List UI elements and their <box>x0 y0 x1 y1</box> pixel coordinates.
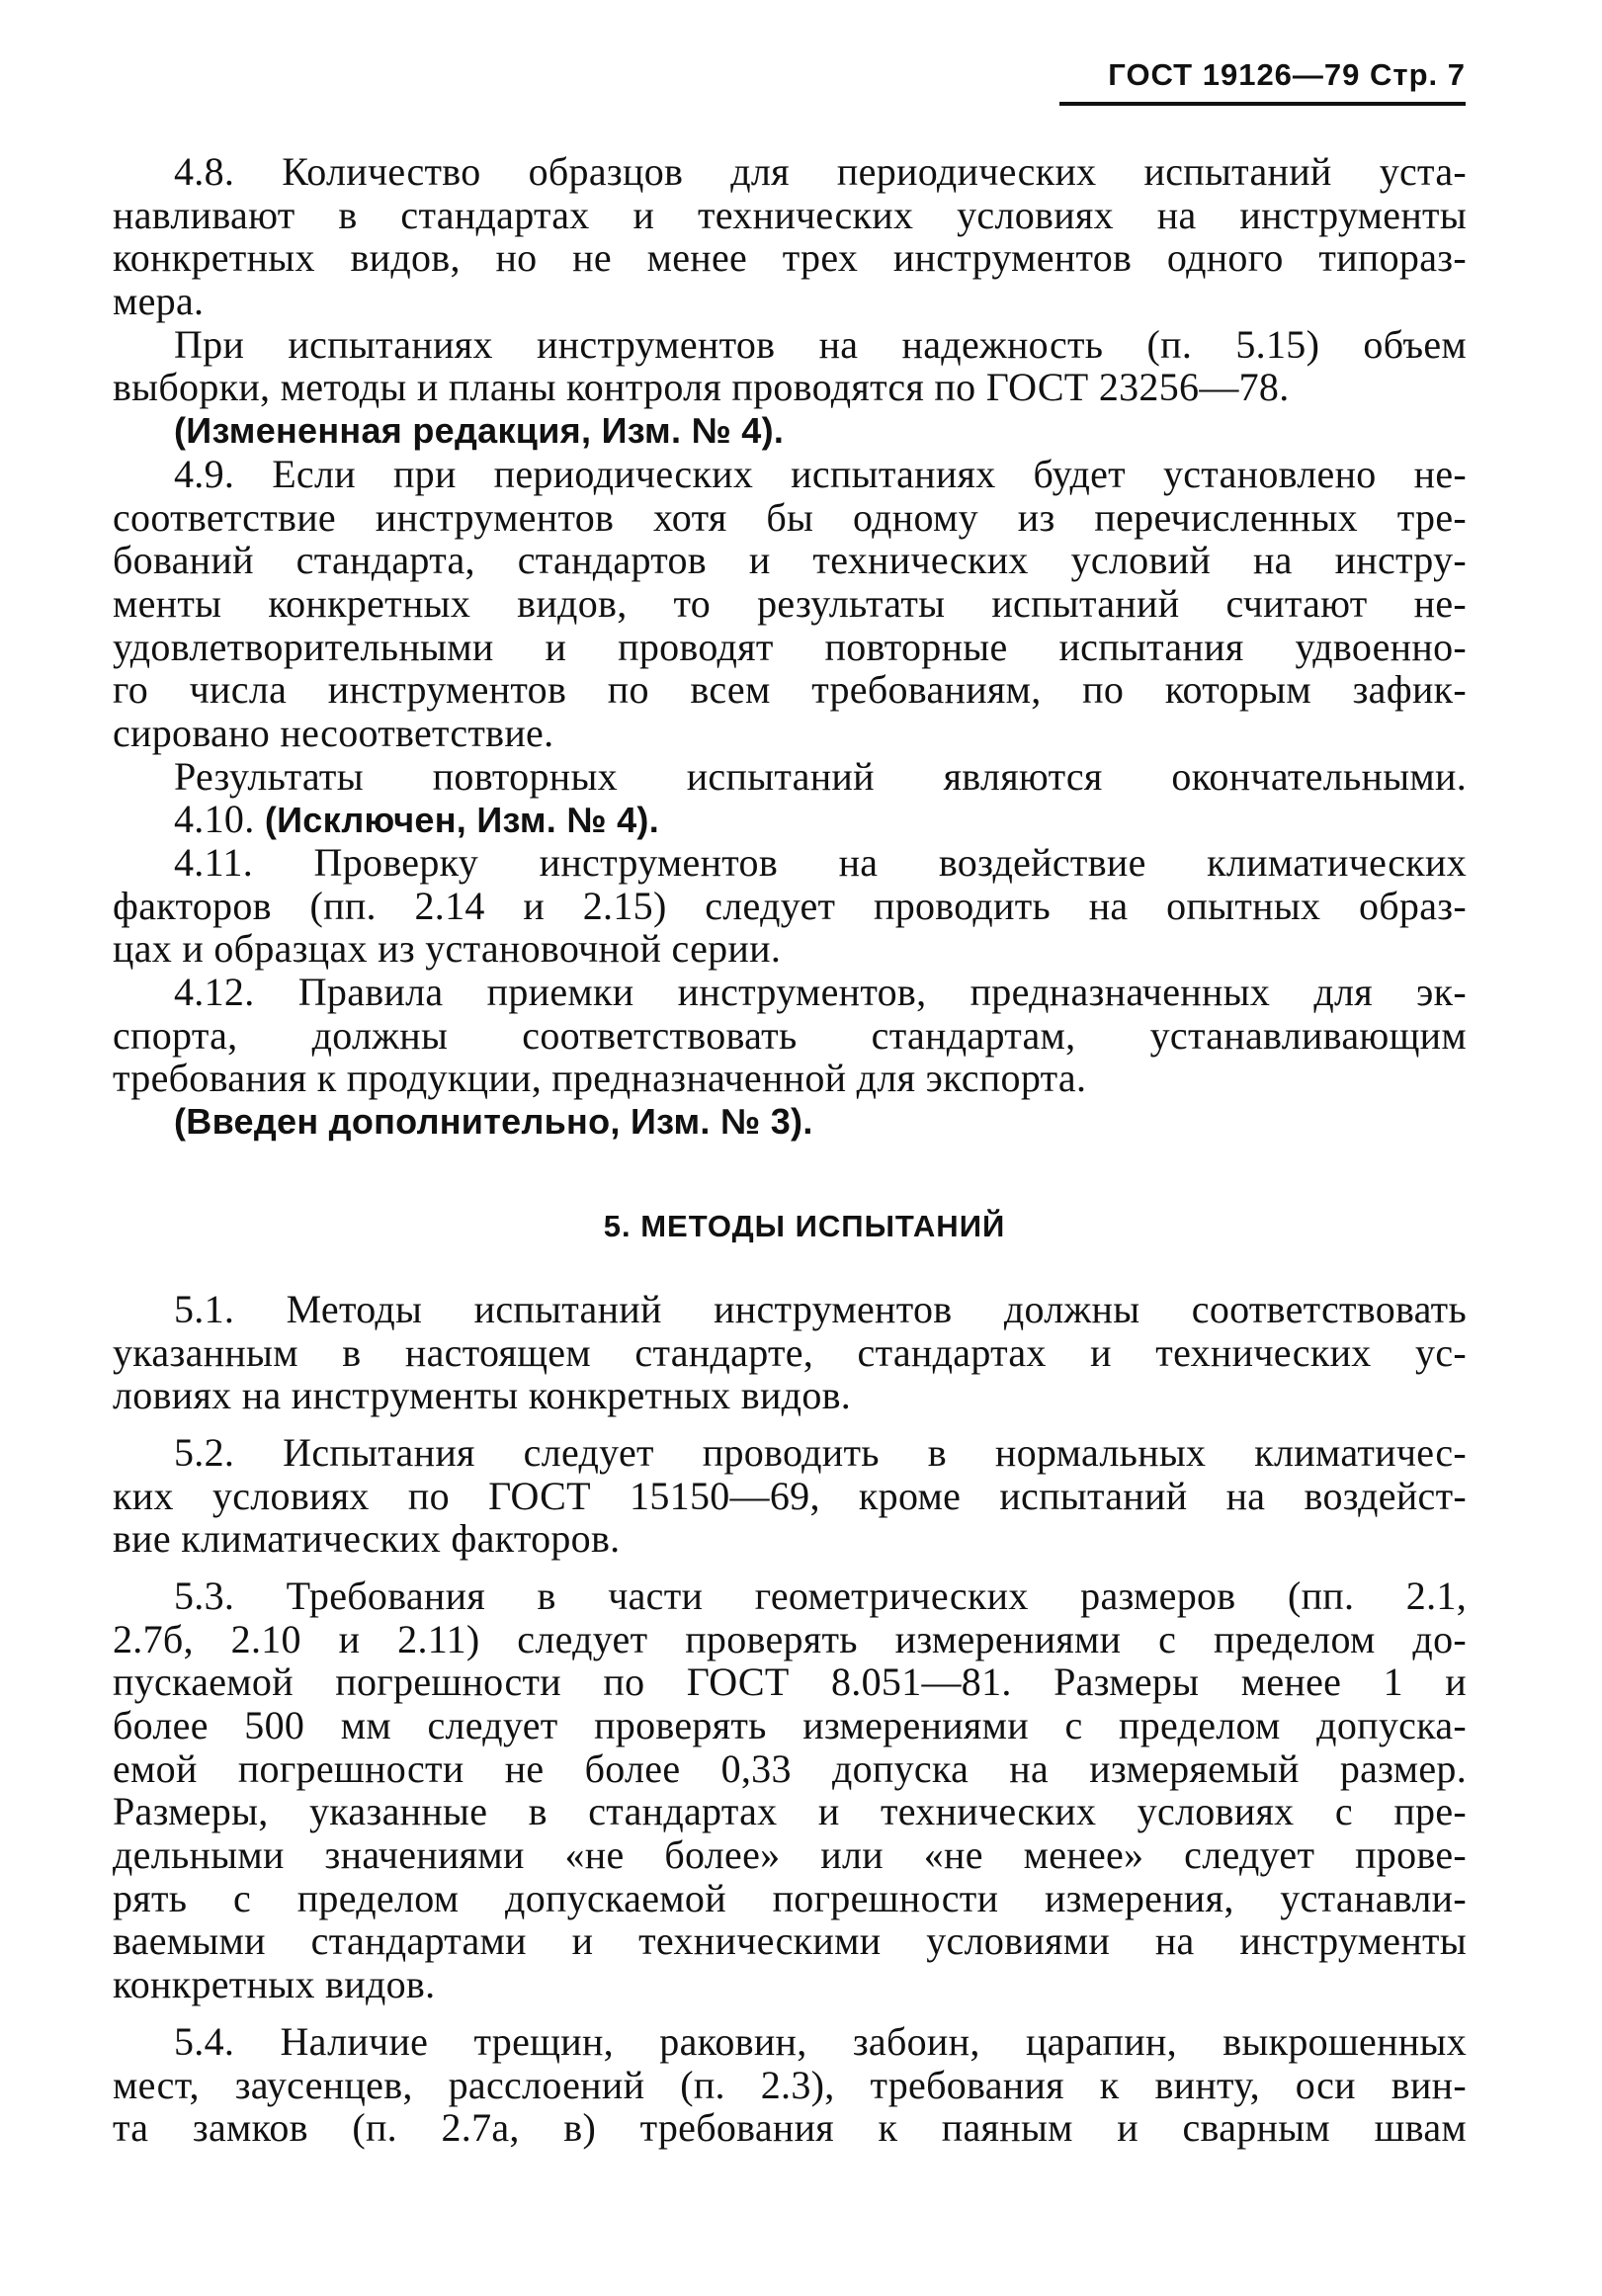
paragraph-4-10-number: 4.10. <box>174 797 255 842</box>
paragraph-gap <box>113 1561 1467 1574</box>
paragraph-4-9-line: 4.9. Если при периодических испытаниях будет установлено не- <box>174 451 1467 496</box>
paragraph-4-11-line: цах и образцах из установочной серии. <box>113 926 782 972</box>
paragraph-5-2-line: ких условиях по ГОСТ 15150—69, кроме испытаний на воздейст- <box>113 1473 1467 1518</box>
paragraph-5-3-line: более 500 мм следует проверять измерениями с пределом допуска- <box>113 1703 1467 1747</box>
amendment-note-4-10: (Исключен, Изм. № 4). <box>264 800 660 841</box>
paragraph-5-1-line: 5.1. Методы испытаний инструментов должны соответствовать <box>174 1286 1467 1331</box>
paragraph-4-12-line: требования к продукции, предназначенной для экспорта. <box>113 1056 1087 1101</box>
paragraph-5-3-line: 2.7б, 2.10 и 2.11) следует проверять измерениями с пределом до- <box>113 1616 1467 1661</box>
paragraph-4-8b-line: При испытаниях инструментов на надежность (п. 5.15) объем <box>174 321 1467 367</box>
paragraph-4-9b-line: Результаты повторных испытаний являются окончательными. <box>174 753 1467 799</box>
paragraph-5-3-line: пускаемой погрешности по ГОСТ 8.051—81. Размеры менее 1 и <box>113 1659 1467 1705</box>
header-rule <box>1059 102 1466 106</box>
paragraph-4-8-line: конкретных видов, но не менее трех инструментов одного типораз- <box>113 235 1467 281</box>
paragraph-4-10 <box>113 798 1467 841</box>
paragraph-4-8-line: навливают в стандартах и технических условиях на инструменты <box>113 192 1467 237</box>
paragraph-4-9-line: го числа инструментов по всем требованиям, по которым зафик- <box>113 667 1467 713</box>
paragraph-gap <box>113 2006 1467 2020</box>
page-header: ГОСТ 19126—79 Стр. 7 <box>1108 57 1466 92</box>
paragraph-4-8-line: 4.8. Количество образцов для периодических испытаний уста- <box>174 149 1467 194</box>
document-body <box>113 150 1467 2150</box>
paragraph-4-8b-line: выборки, методы и планы контроля проводятся по ГОСТ 23256—78. <box>113 365 1290 410</box>
paragraph-5-3-line: рять с пределом допускаемой погрешности измерения, устанавли- <box>113 1875 1467 1920</box>
paragraph-5-4-line: 5.4. Наличие трещин, раковин, забоин, царапин, выкрошенных <box>174 2018 1467 2064</box>
paragraph-4-9-line: сировано несоответствие. <box>113 710 554 755</box>
amendment-note-4-12: (Введен дополнительно, Изм. № 3). <box>174 1101 813 1143</box>
paragraph-5-3-line: Размеры, указанные в стандартах и технических условиях с пре- <box>113 1789 1467 1834</box>
paragraph-4-9-line: удовлетворительными и проводят повторные испытания удвоенно- <box>113 624 1467 669</box>
paragraph-4-9-line: бований стандарта, стандартов и технических условий на инстру- <box>113 538 1467 583</box>
paragraph-4-9-line: менты конкретных видов, то результаты испытаний считают не- <box>113 580 1467 626</box>
paragraph-5-2-line: вие климатических факторов. <box>113 1516 621 1562</box>
paragraph-5-4-line: та замков (п. 2.7а, в) требования к паяным и сварным швам <box>113 2105 1467 2151</box>
paragraph-5-3-line: 5.3. Требования в части геометрических размеров (пп. 2.1, <box>174 1573 1467 1618</box>
paragraph-5-1-line: ловиях на инструменты конкретных видов. <box>113 1373 852 1418</box>
paragraph-5-2-line: 5.2. Испытания следует проводить в нормальных климатичес- <box>174 1429 1467 1475</box>
paragraph-5-4-line: мест, заусенцев, расслоений (п. 2.3), требования к винту, оси вин- <box>113 2062 1467 2107</box>
paragraph-4-11-line: факторов (пп. 2.14 и 2.15) следует проводить на опытных образ- <box>113 883 1467 928</box>
paragraph-5-1-line: указанным в настоящем стандарте, стандартах и технических ус- <box>113 1329 1467 1375</box>
paragraph-5-3-line: ваемыми стандартами и техническими условиями на инструменты <box>113 1918 1467 1964</box>
paragraph-4-12-line: спорта, должны соответствовать стандартам, устанавливающим <box>113 1012 1467 1058</box>
paragraph-4-12-line: 4.12. Правила приемки инструментов, предназначенных для эк- <box>174 970 1467 1015</box>
paragraph-5-3-line: емой погрешности не более 0,33 допуска на измеряемый размер. <box>113 1745 1467 1791</box>
section-heading: 5. МЕТОДЫ ИСПЫТАНИЙ <box>603 1208 1006 1243</box>
paragraph-5-3-line: дельными значениями «не более» или «не менее» следует прове- <box>113 1832 1467 1878</box>
paragraph-5-3-line: конкретных видов. <box>113 1962 436 2007</box>
paragraph-gap <box>113 1417 1467 1431</box>
paragraph-4-11-line: 4.11. Проверку инструментов на воздействие климатических <box>174 840 1467 885</box>
amendment-note-4-8: (Измененная редакция, Изм. № 4). <box>174 410 785 452</box>
paragraph-4-9-line: соответствие инструментов хотя бы одному из перечисленных тре- <box>113 494 1467 540</box>
paragraph-4-8-line: мера. <box>113 279 205 324</box>
